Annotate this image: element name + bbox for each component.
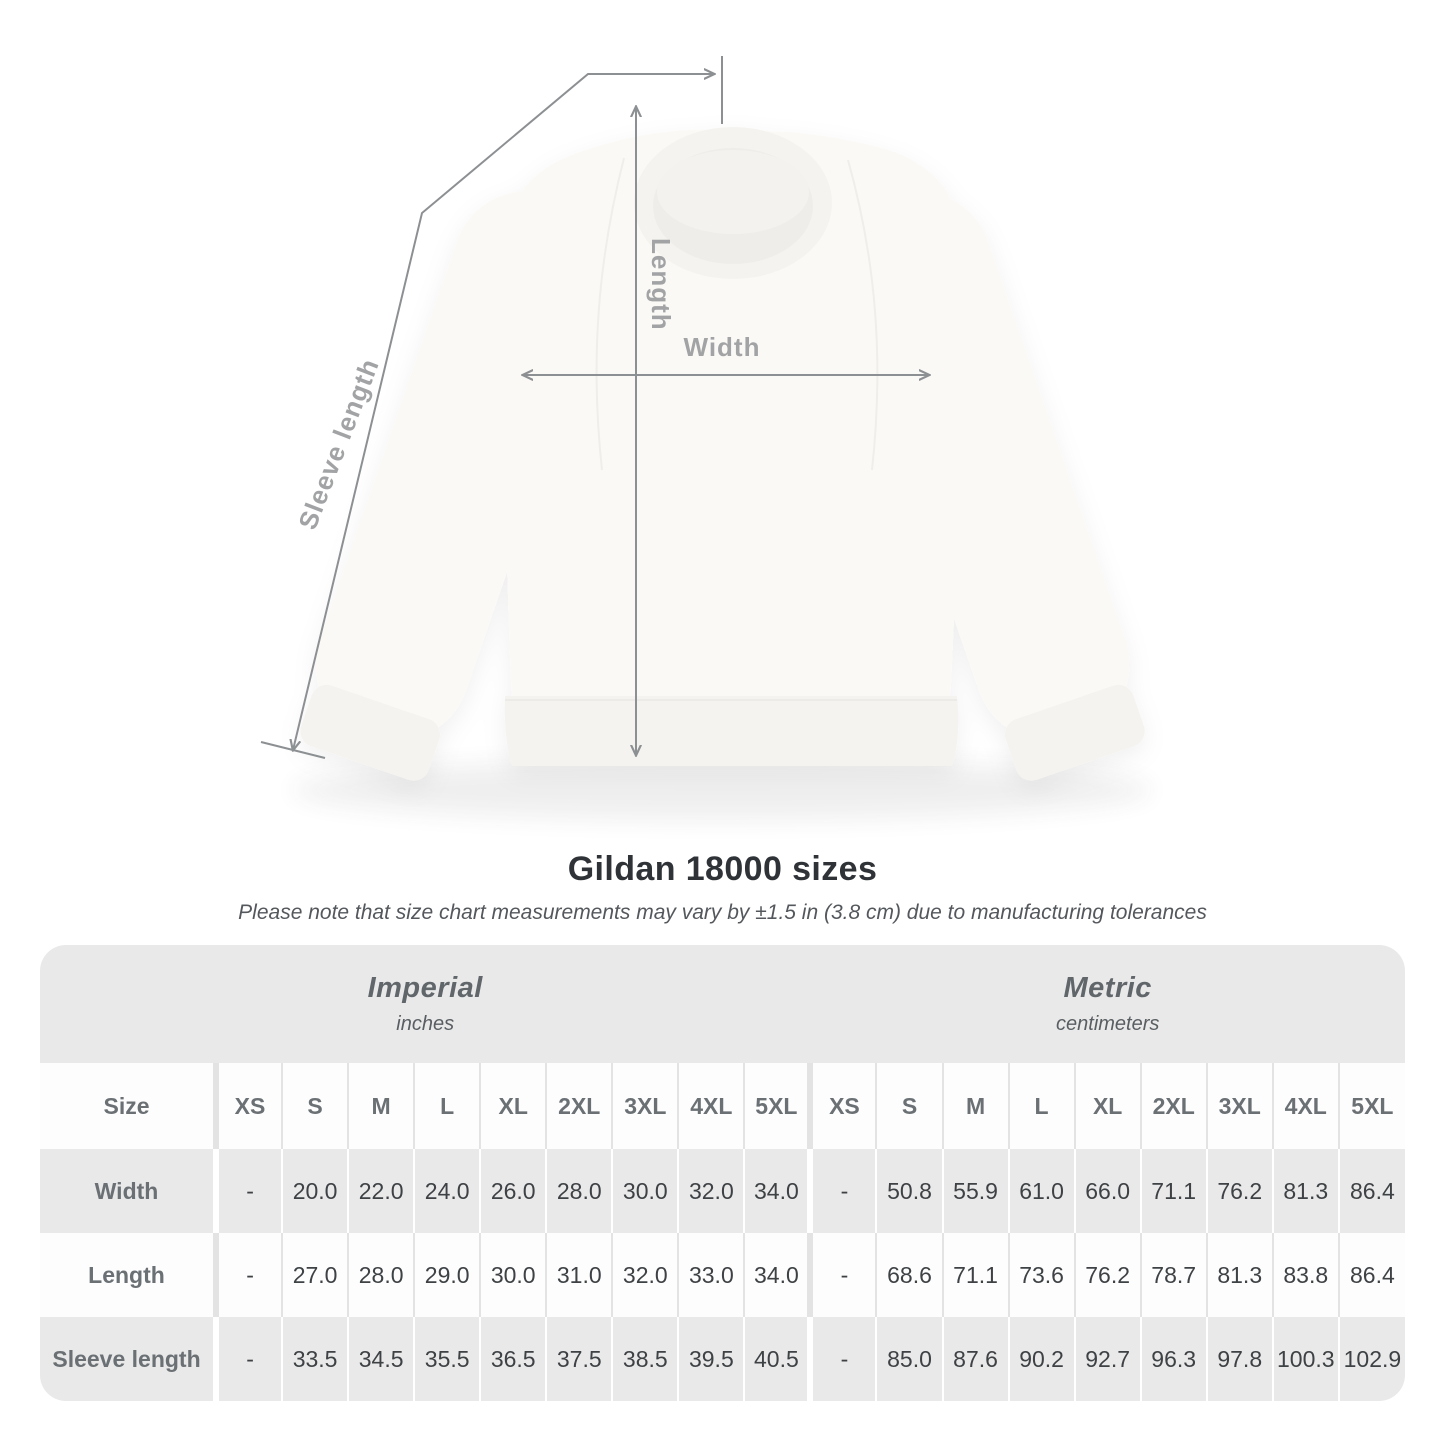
size-chart bbox=[40, 945, 1405, 1401]
table-cell: 35.5 bbox=[414, 1317, 480, 1401]
table-cell: - bbox=[810, 1149, 876, 1233]
table-cell: 34.0 bbox=[744, 1149, 810, 1233]
length-label: Length bbox=[646, 238, 676, 331]
table-cell: 36.5 bbox=[480, 1317, 546, 1401]
table-cell: - bbox=[810, 1317, 876, 1401]
table-cell: 40.5 bbox=[744, 1317, 810, 1401]
column-header-imperial-4xl: 4XL bbox=[678, 1063, 744, 1149]
section-unit: inches bbox=[396, 1013, 455, 1035]
table-cell: 34.5 bbox=[348, 1317, 414, 1401]
section-header-metric bbox=[810, 945, 1405, 1063]
row-label: Length bbox=[40, 1233, 216, 1317]
page-title: Gildan 18000 sizes bbox=[567, 850, 878, 888]
table-cell: 24.0 bbox=[414, 1149, 480, 1233]
table-cell: 39.5 bbox=[678, 1317, 744, 1401]
column-header-metric-4xl: 4XL bbox=[1273, 1063, 1339, 1149]
tolerance-note: Please note that size chart measurements may vary by ±1.5 in (3.8 cm) due to manufacturing tolerances bbox=[238, 901, 1207, 924]
table-cell: 102.9 bbox=[1339, 1317, 1405, 1401]
size-table bbox=[40, 945, 1405, 1401]
table-cell: 28.0 bbox=[546, 1149, 612, 1233]
column-header-metric-m: M bbox=[943, 1063, 1009, 1149]
table-cell: 66.0 bbox=[1075, 1149, 1141, 1233]
table-cell: - bbox=[810, 1233, 876, 1317]
section-title: Imperial bbox=[367, 972, 483, 1004]
column-header-metric-l: L bbox=[1009, 1063, 1075, 1149]
table-cell: 38.5 bbox=[612, 1317, 678, 1401]
table-cell: - bbox=[216, 1149, 282, 1233]
table-cell: 30.0 bbox=[480, 1233, 546, 1317]
table-cell: 87.6 bbox=[943, 1317, 1009, 1401]
table-cell: 71.1 bbox=[943, 1233, 1009, 1317]
section-title: Metric bbox=[1063, 972, 1152, 1004]
size-column-header: Size bbox=[40, 1063, 216, 1149]
table-cell: 86.4 bbox=[1339, 1149, 1405, 1233]
column-header-metric-s: S bbox=[876, 1063, 942, 1149]
table-cell: 96.3 bbox=[1141, 1317, 1207, 1401]
table-cell: 78.7 bbox=[1141, 1233, 1207, 1317]
column-header-metric-xl: XL bbox=[1075, 1063, 1141, 1149]
sweatshirt-illustration bbox=[295, 127, 1149, 785]
column-header-metric-3xl: 3XL bbox=[1207, 1063, 1273, 1149]
column-header-imperial-m: M bbox=[348, 1063, 414, 1149]
table-cell: - bbox=[216, 1233, 282, 1317]
table-cell: 71.1 bbox=[1141, 1149, 1207, 1233]
section-unit: centimeters bbox=[1056, 1013, 1160, 1035]
column-header-imperial-5xl: 5XL bbox=[744, 1063, 810, 1149]
table-cell: 81.3 bbox=[1207, 1233, 1273, 1317]
table-cell: 76.2 bbox=[1075, 1233, 1141, 1317]
table-cell: 27.0 bbox=[282, 1233, 348, 1317]
section-header-imperial bbox=[40, 945, 810, 1063]
table-cell: 31.0 bbox=[546, 1233, 612, 1317]
column-header-imperial-s: S bbox=[282, 1063, 348, 1149]
table-cell: 81.3 bbox=[1273, 1149, 1339, 1233]
table-cell: 26.0 bbox=[480, 1149, 546, 1233]
table-cell: 92.7 bbox=[1075, 1317, 1141, 1401]
table-cell: 100.3 bbox=[1273, 1317, 1339, 1401]
table-cell: 22.0 bbox=[348, 1149, 414, 1233]
table-cell: 34.0 bbox=[744, 1233, 810, 1317]
table-cell: 73.6 bbox=[1009, 1233, 1075, 1317]
table-cell: 28.0 bbox=[348, 1233, 414, 1317]
table-cell: 33.0 bbox=[678, 1233, 744, 1317]
table-cell: - bbox=[216, 1317, 282, 1401]
column-header-metric-2xl: 2XL bbox=[1141, 1063, 1207, 1149]
sleeve-length-label: Sleeve length bbox=[292, 354, 385, 534]
table-cell: 85.0 bbox=[876, 1317, 942, 1401]
width-label: Width bbox=[683, 332, 761, 362]
column-header-imperial-xs: XS bbox=[216, 1063, 282, 1149]
table-cell: 20.0 bbox=[282, 1149, 348, 1233]
table-cell: 97.8 bbox=[1207, 1317, 1273, 1401]
table-cell: 61.0 bbox=[1009, 1149, 1075, 1233]
table-cell: 50.8 bbox=[876, 1149, 942, 1233]
table-cell: 29.0 bbox=[414, 1233, 480, 1317]
table-cell: 83.8 bbox=[1273, 1233, 1339, 1317]
table-cell: 30.0 bbox=[612, 1149, 678, 1233]
table-cell: 33.5 bbox=[282, 1317, 348, 1401]
table-cell: 76.2 bbox=[1207, 1149, 1273, 1233]
column-header-imperial-3xl: 3XL bbox=[612, 1063, 678, 1149]
table-cell: 32.0 bbox=[612, 1233, 678, 1317]
table-cell: 55.9 bbox=[943, 1149, 1009, 1233]
column-header-imperial-2xl: 2XL bbox=[546, 1063, 612, 1149]
table-cell: 32.0 bbox=[678, 1149, 744, 1233]
column-header-imperial-xl: XL bbox=[480, 1063, 546, 1149]
table-cell: 90.2 bbox=[1009, 1317, 1075, 1401]
row-label: Sleeve length bbox=[40, 1317, 216, 1401]
table-cell: 86.4 bbox=[1339, 1233, 1405, 1317]
table-cell: 37.5 bbox=[546, 1317, 612, 1401]
column-header-imperial-l: L bbox=[414, 1063, 480, 1149]
table-cell: 68.6 bbox=[876, 1233, 942, 1317]
column-header-metric-xs: XS bbox=[810, 1063, 876, 1149]
row-label: Width bbox=[40, 1149, 216, 1233]
size-table-body bbox=[40, 945, 1405, 1401]
column-header-metric-5xl: 5XL bbox=[1339, 1063, 1405, 1149]
